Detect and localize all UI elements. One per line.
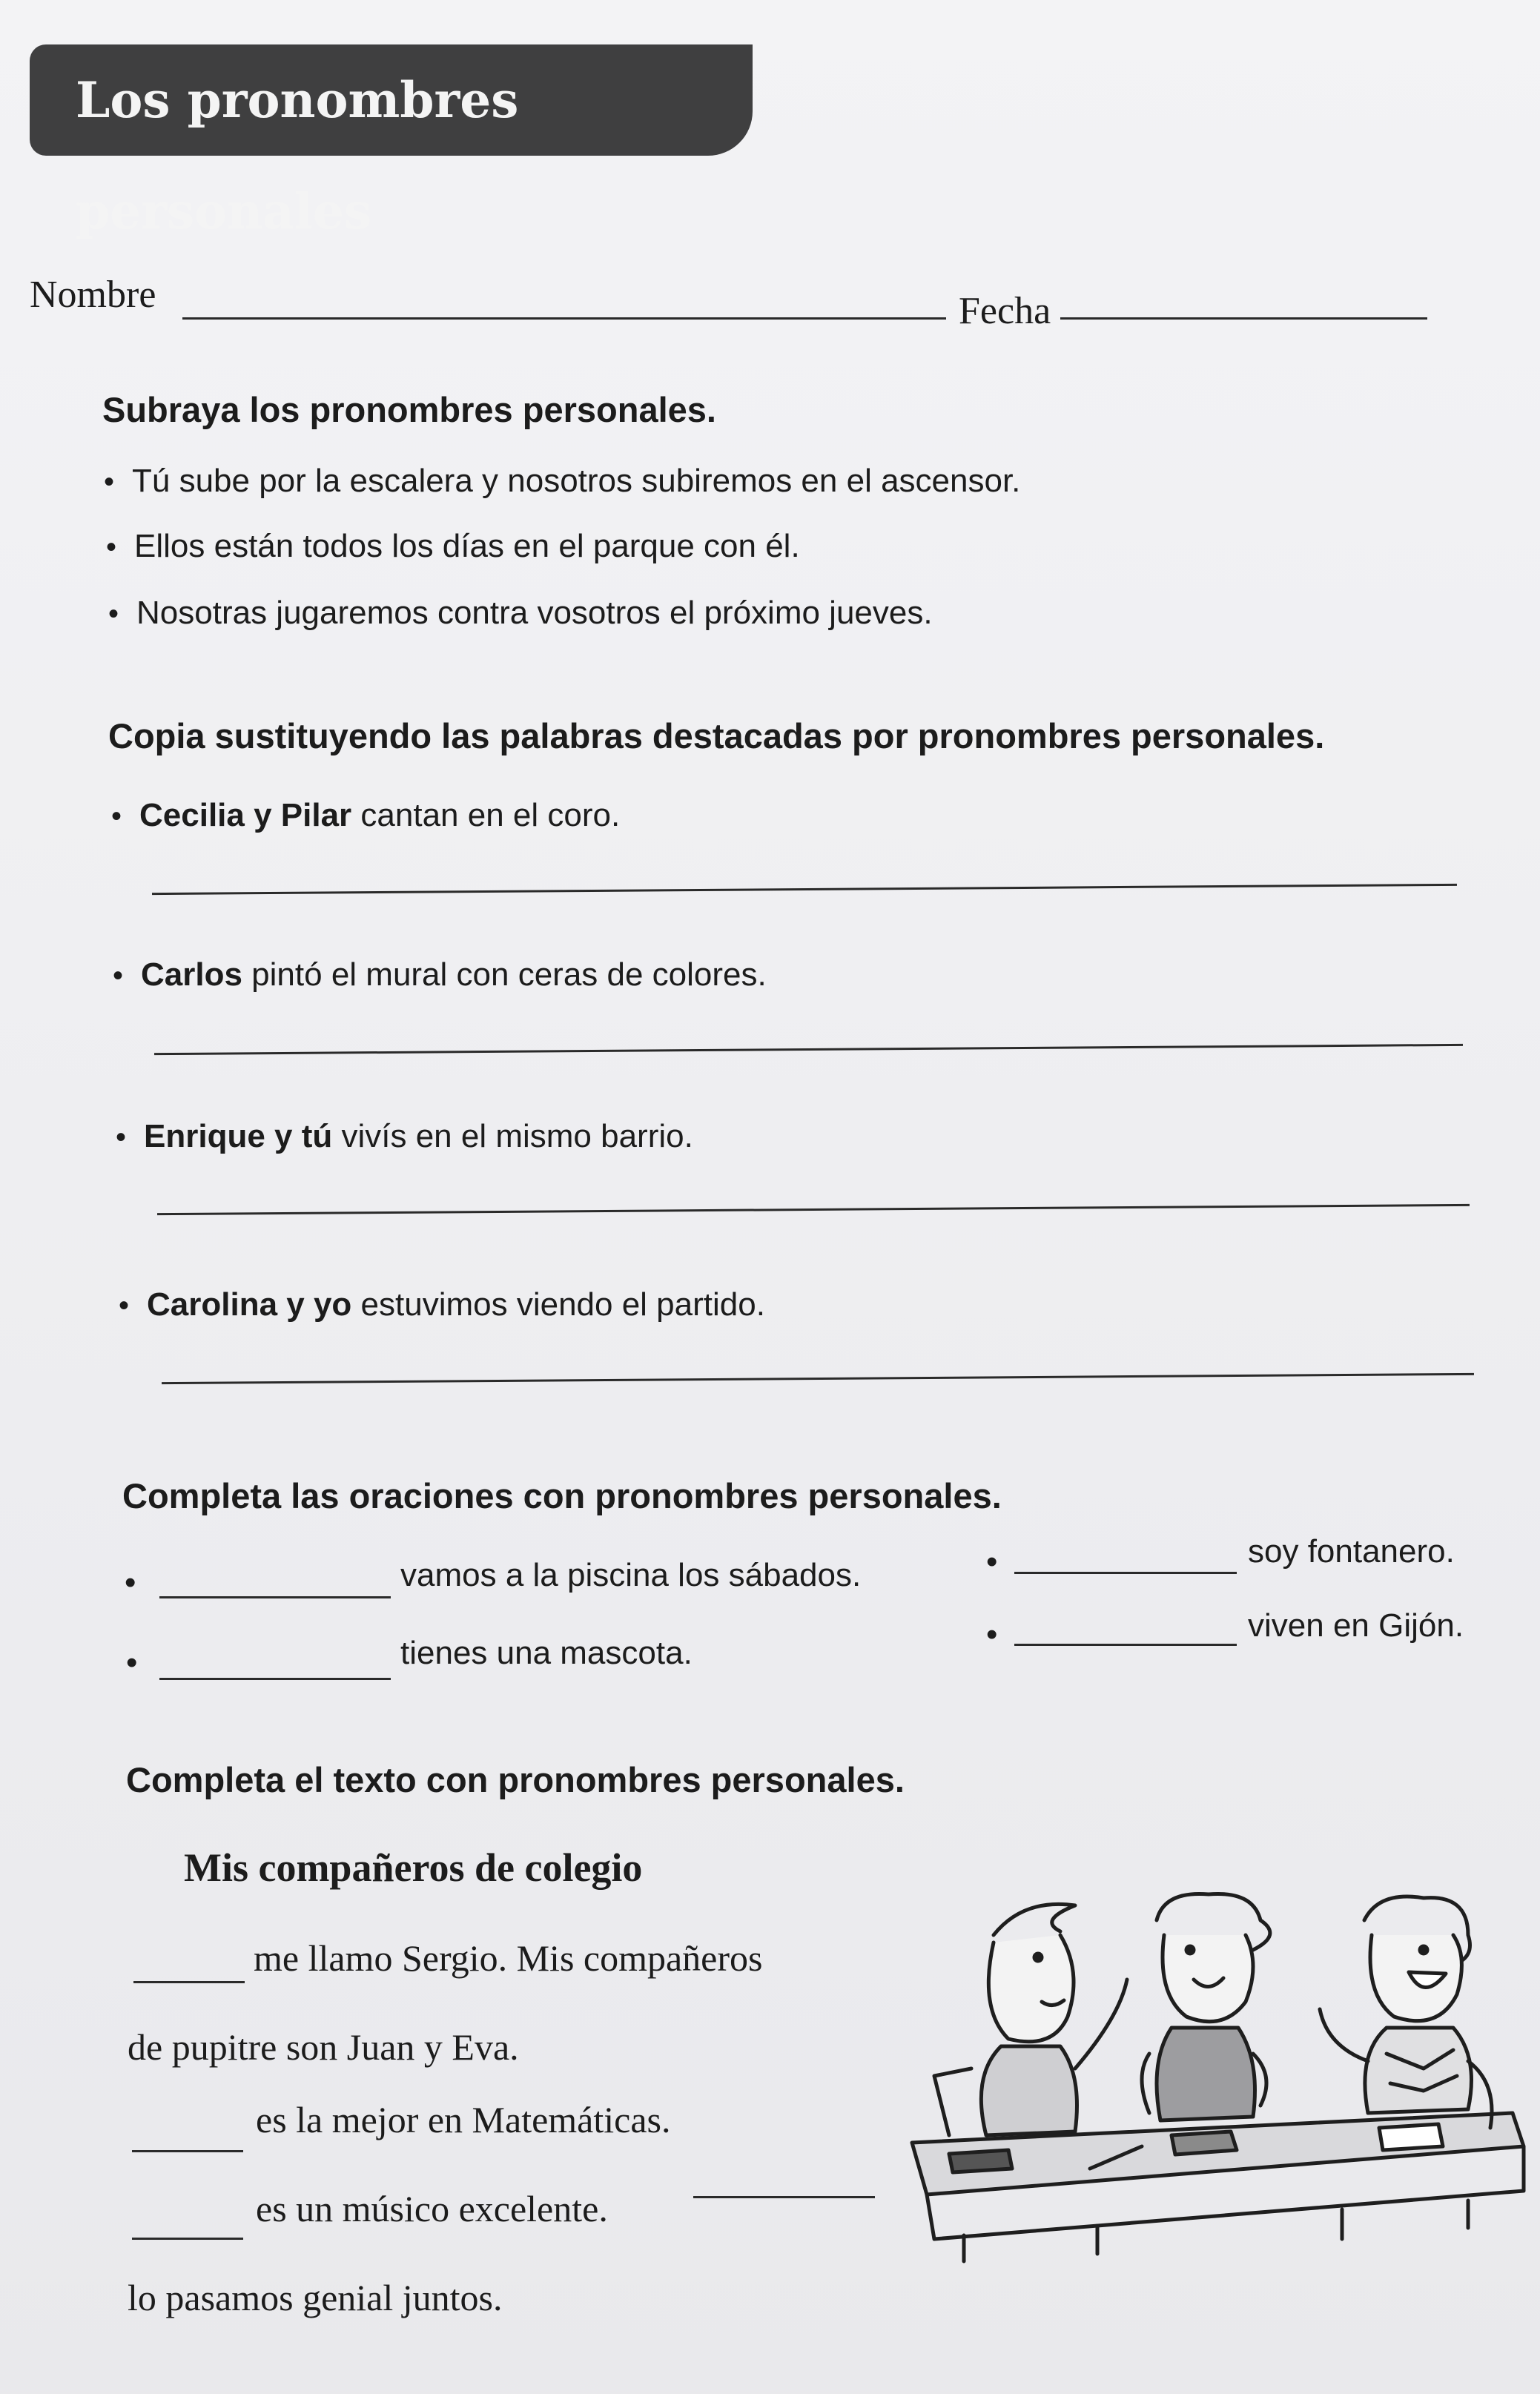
bullet: • — [125, 1564, 136, 1601]
section2-heading: Copia sustituyendo las palabras destacadas por pronombres personales. — [108, 716, 1325, 755]
highlighted-words: Cecilia y Pilar — [139, 797, 352, 833]
section4-heading: Completa el texto con pronombres personales. — [126, 1760, 905, 1799]
students-illustration — [905, 1891, 1531, 2276]
blank-line-3[interactable] — [159, 1678, 391, 1680]
date-input-line[interactable] — [1060, 317, 1427, 320]
section3-item-3: tienes una mascota. — [400, 1635, 693, 1671]
section1-heading: Subraya los pronombres personales. — [102, 390, 716, 429]
section2-item-1 — [111, 797, 620, 834]
page-title: Los pronombres personales — [30, 44, 753, 156]
story-line-4: es un músico excelente. — [256, 2188, 608, 2229]
section2-item-4 — [119, 1286, 765, 1323]
section3-item-2: soy fontanero. — [1248, 1533, 1455, 1570]
bullet: • — [986, 1616, 998, 1653]
story-title: Mis compañeros de colegio — [184, 1845, 643, 1890]
answer-line-2[interactable] — [154, 1044, 1463, 1055]
highlighted-words: Carolina y yo — [147, 1286, 352, 1323]
name-input-line[interactable] — [182, 317, 946, 320]
story-line-2: de pupitre son Juan y Eva. — [128, 2026, 519, 2068]
story-line-5: lo pasamos genial juntos. — [128, 2277, 503, 2318]
section3-heading: Completa las oraciones con pronombres personales. — [122, 1476, 1002, 1515]
story-blank-3[interactable] — [132, 2238, 243, 2240]
blank-line-2[interactable] — [1014, 1572, 1237, 1574]
bullet: • — [126, 1644, 138, 1681]
answer-line-4[interactable] — [162, 1373, 1474, 1384]
name-label: Nombre — [30, 274, 156, 316]
section3-item-4: viven en Gijón. — [1248, 1607, 1464, 1644]
blank-line-4[interactable] — [1014, 1644, 1237, 1646]
section1-item-3: • Nosotras jugaremos contra vosotros el próximo jueves. — [108, 595, 933, 632]
sentence-rest: vivís en el mismo barrio. — [332, 1118, 693, 1154]
story-blank-2[interactable] — [132, 2150, 243, 2152]
section1-item-2: • Ellos están todos los días en el parque con él. — [106, 528, 800, 565]
highlighted-words: Carlos — [141, 956, 242, 993]
section3-item-1: vamos a la piscina los sábados. — [400, 1557, 862, 1593]
sentence-rest: estuvimos viendo el partido. — [351, 1286, 765, 1323]
bullet: • — [986, 1544, 998, 1580]
blank-line-1[interactable] — [159, 1596, 391, 1598]
story-line-3: es la mejor en Matemáticas. — [256, 2099, 671, 2140]
story-line-1: me llamo Sergio. Mis compañeros — [254, 1937, 763, 1979]
section2-item-2 — [113, 956, 767, 993]
story-blank-1[interactable] — [133, 1981, 245, 1983]
answer-line-3[interactable] — [157, 1204, 1470, 1215]
answer-line-1[interactable] — [152, 884, 1457, 895]
sentence-rest: pintó el mural con ceras de colores. — [242, 956, 767, 993]
sentence-rest: cantan en el coro. — [351, 797, 621, 833]
story-blank-4[interactable] — [693, 2196, 875, 2198]
highlighted-words: Enrique y tú — [144, 1118, 333, 1154]
section1-item-1: • Tú sube por la escalera y nosotros subiremos en el ascensor. — [104, 463, 1020, 500]
date-label: Fecha — [959, 290, 1051, 332]
section2-item-3 — [116, 1118, 693, 1155]
